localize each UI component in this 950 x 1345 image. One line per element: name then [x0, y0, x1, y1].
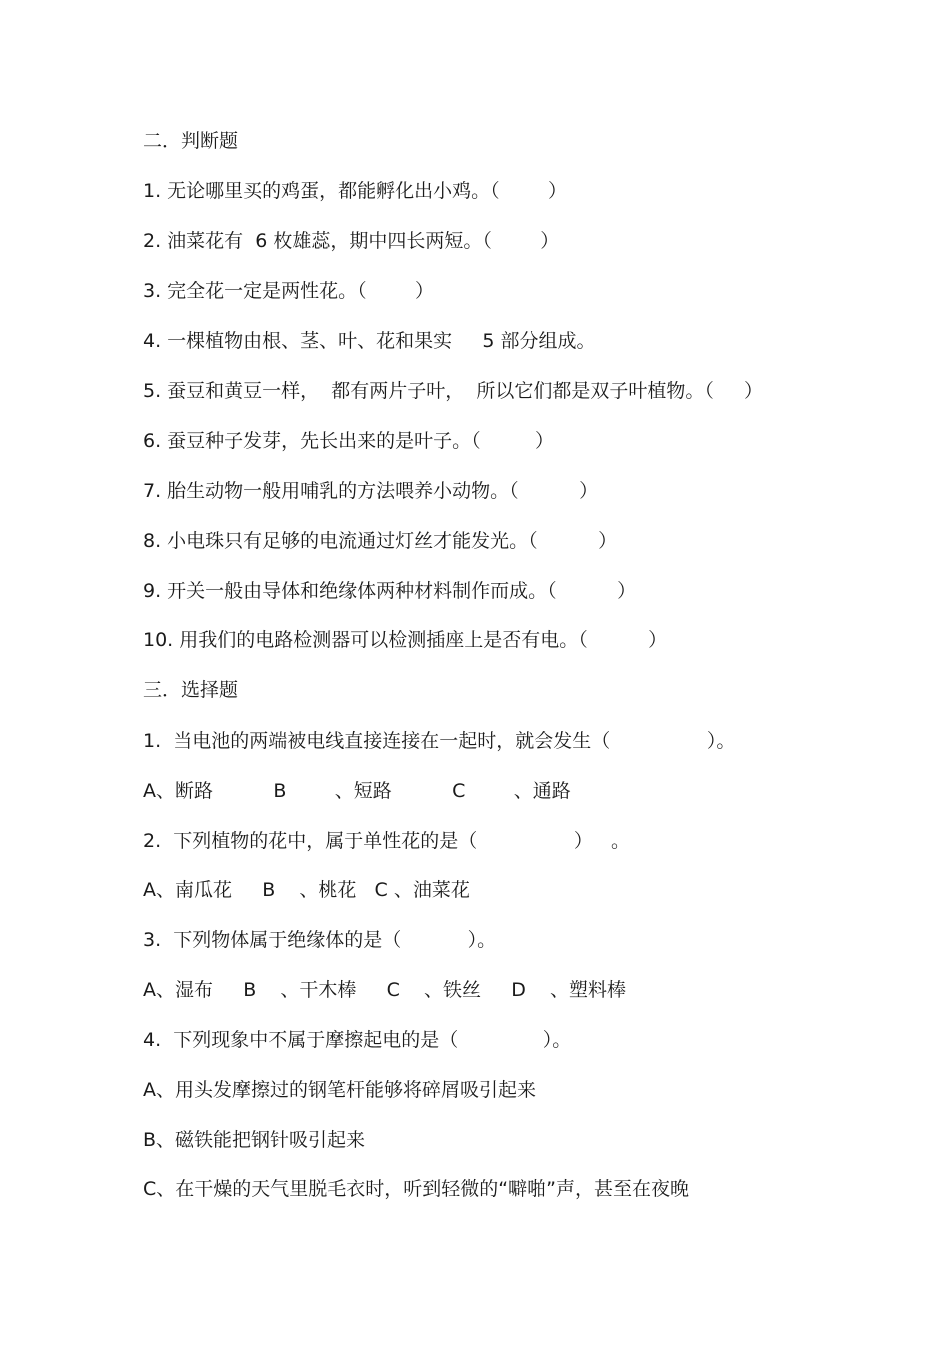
judgment-item-5: 5. 蚕豆和黄豆一样， 都有两片子叶， 所以它们都是双子叶植物。（ ）	[143, 380, 764, 402]
choice-question-4: 4. 下列现象中不属于摩擦起电的是（ ）。	[143, 1029, 572, 1051]
judgment-item-10: 10. 用我们的电路检测器可以检测插座上是否有电。（ ）	[143, 629, 668, 651]
choice-options-1: A、断路 B 、短路 C 、通路	[143, 780, 571, 802]
choice-option-4c: C、在干燥的天气里脱毛衣时，听到轻微的“噼啪”声，甚至在夜晚	[143, 1178, 689, 1200]
choice-question-1: 1. 当电池的两端被电线直接连接在一起时，就会发生（ ）。	[143, 730, 736, 752]
choice-options-2: A、南瓜花 B 、桃花 C 、油菜花	[143, 879, 470, 901]
section-heading-judgment: 二．判断题	[143, 130, 239, 152]
judgment-item-9: 9. 开关一般由导体和绝缘体两种材料制作而成。（ ）	[143, 580, 637, 602]
judgment-item-8: 8. 小电珠只有足够的电流通过灯丝才能发光。（ ）	[143, 530, 618, 552]
choice-options-3: A、湿布 B 、干木棒 C 、铁丝 D 、塑料棒	[143, 979, 626, 1001]
judgment-item-6: 6. 蚕豆种子发芽，先长出来的是叶子。（ ）	[143, 430, 555, 452]
choice-option-4b: B、磁铁能把钢针吸引起来	[143, 1129, 366, 1151]
judgment-item-1: 1. 无论哪里买的鸡蛋，都能孵化出小鸡。（ ）	[143, 180, 567, 202]
choice-question-3: 3. 下列物体属于绝缘体的是（ ）。	[143, 929, 497, 951]
judgment-item-2: 2. 油菜花有 6 枚雄蕊，期中四长两短。（ ）	[143, 230, 560, 252]
section-heading-choice: 三．选择题	[143, 679, 239, 701]
judgment-item-4: 4. 一棵植物由根、茎、叶、花和果实 5 部分组成。	[143, 330, 596, 352]
judgment-item-7: 7. 胎生动物一般用哺乳的方法喂养小动物。（ ）	[143, 480, 599, 502]
choice-option-4a: A、用头发摩擦过的钢笔杆能够将碎屑吸引起来	[143, 1079, 536, 1101]
judgment-item-3: 3. 完全花一定是两性花。（ ）	[143, 280, 434, 302]
choice-question-2: 2. 下列植物的花中，属于单性花的是（ ） 。	[143, 830, 630, 852]
